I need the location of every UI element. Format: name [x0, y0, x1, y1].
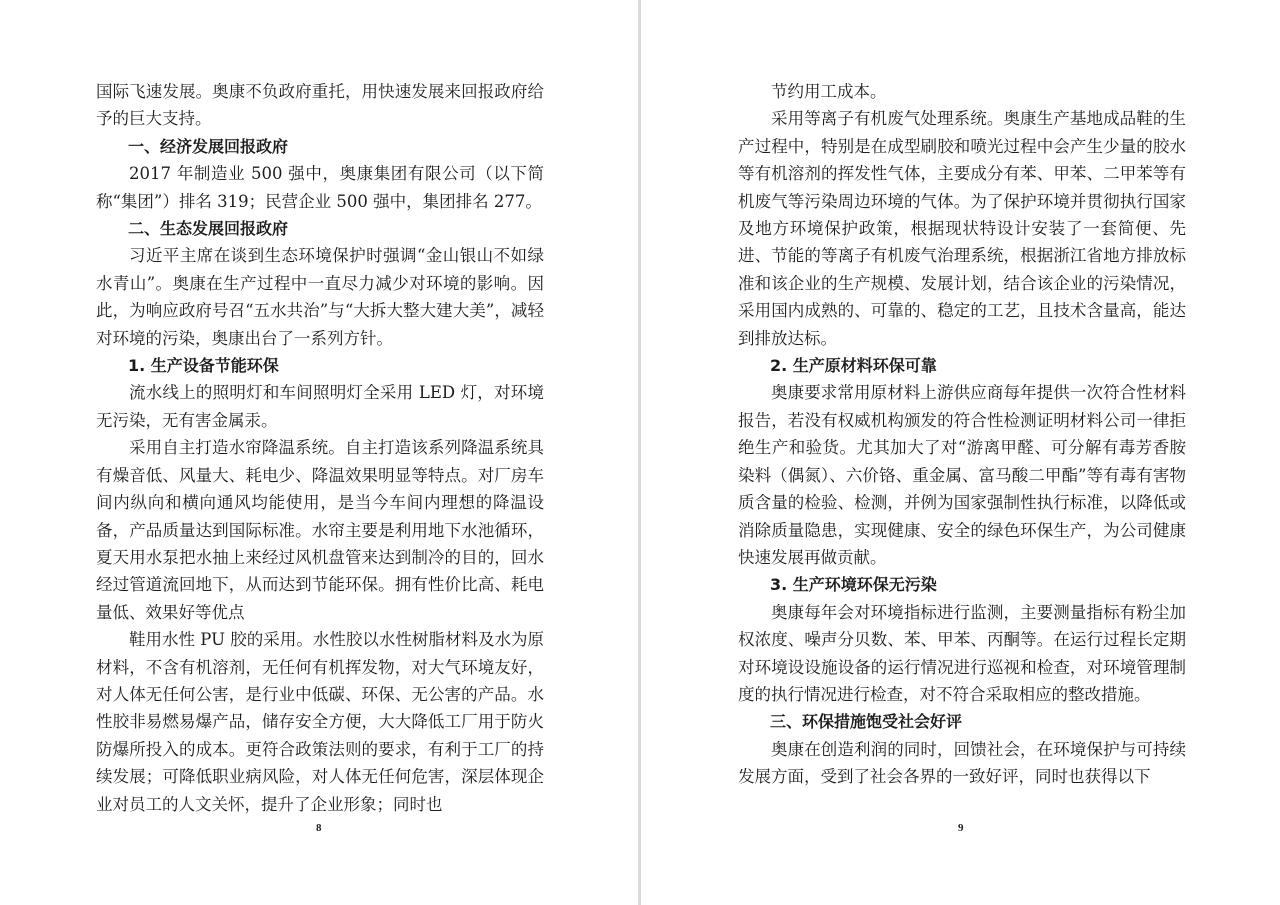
section-heading: 三、环保措施饱受社会好评 [770, 712, 963, 732]
page-body [738, 78, 1186, 791]
paragraph: 鞋用水性 PU 胶的采用。水性胶以水性树脂材料及水为原材料，不含有机溶剂，无任何有机挥发物，对大气环境友好，对人体无任何公害，是行业中低碳、环保、无公害的产品。水性胶非易燃易爆产品，储存安全方便，大大降低工厂用于防火防爆所投入的成本。更符合政策法则的要求，有利于工厂的持续发展；可降低职业病风险，对人体无任何危害，深层体现企业对员工的人文关怀，提升了企业形象；同时也 [96, 630, 544, 814]
paragraph: 节约用工成本。 [771, 82, 887, 101]
paragraph: 奥康每年会对环境指标进行监测，主要测量指标有粉尘加权浓度、噪声分贝数、苯、甲苯、丙酮等。在运行过程长定期对环境设设施设备的运行情况进行巡视和检查，对环境管理制度的执行情况进行检查，对不符合采取相应的整改措施。 [738, 602, 1186, 704]
subsection-heading: 2. 生产原材料环保可靠 [770, 356, 937, 376]
page-right [640, 0, 1280, 905]
page-body [96, 78, 544, 818]
subsection-heading: 1. 生产设备节能环保 [128, 356, 279, 376]
page-number: 8 [316, 822, 322, 834]
paragraph: 奥康在创造利润的同时，回馈社会，在环境保护与可持续发展方面，受到了社会各界的一致好评，同时也获得以下 [738, 739, 1186, 787]
paragraph: 奥康要求常用原材料上游供应商每年提供一次符合性材料报告，若没有权威机构颁发的符合性检测证明材料公司一律拒绝生产和验货。尤其加大了对“游离甲醛、可分解有毒芳香胺染料（偶氮）、六价铬、重金属、富马酸二甲酯”等有毒有害物质含量的检验、检测，并例为国家强制性执行标准，以降低或消除质量隐患，实现健康、安全的绿色环保生产，为公司健康快速发展再做贡献。 [738, 383, 1186, 567]
paragraph: 国际飞速发展。奥康不负政府重托，用快速发展来回报政府给予的巨大支持。 [96, 82, 544, 129]
section-heading: 一、经济发展回报政府 [128, 136, 289, 156]
paragraph: 习近平主席在谈到生态环境保护时强调“金山银山不如绿水青山”。奥康在生产过程中一直尽力减少对环境的影响。因此，为响应政府号召“五水共治”与“大拆大整大建大美”，减轻对环境的污染，奥康出台了一系列方针。 [96, 246, 544, 348]
paragraph: 采用等离子有机废气处理系统。奥康生产基地成品鞋的生产过程中，特别是在成型刷胶和喷光过程中会产生少量的胶水等有机溶剂的挥发性气体，主要成分有苯、甲苯、二甲苯等有机废气等污染周边环境的气体。为了保护环境并贯彻执行国家及地方环境保护政策，根据现状特设计安装了一套简便、先进、节能的等离子有机废气治理系统，根据浙江省地方排放标准和该企业的生产规模、发展计划，结合该企业的污染情况，采用国内成熟的、可靠的、稳定的工艺，且技术含量高，能达到排放达标。 [738, 109, 1186, 348]
page-number: 9 [958, 822, 964, 834]
paragraph: 采用自主打造水帘降温系统。自主打造该系列降温系统具有燥音低、风量大、耗电少、降温效果明显等特点。对厂房车间内纵向和横向通风均能使用，是当今车间内理想的降温设备，产品质量达到国际标准。水帘主要是利用地下水池循环，夏天用水泵把水抽上来经过风机盘管来达到制冷的目的，回水经过管道流回地下，从而达到节能环保。拥有性价比高、耗电量低、效果好等优点 [96, 438, 544, 622]
paragraph: 2017 年制造业 500 强中，奥康集团有限公司（以下简称“集团”）排名 319；民营企业 500 强中，集团排名 277。 [96, 164, 544, 211]
subsection-heading: 3. 生产环境环保无污染 [770, 575, 937, 595]
page-left [0, 0, 638, 905]
paragraph: 流水线上的照明灯和车间照明灯全采用 LED 灯，对环境无污染，无有害金属汞。 [96, 383, 544, 430]
section-heading: 二、生态发展回报政府 [128, 219, 289, 239]
